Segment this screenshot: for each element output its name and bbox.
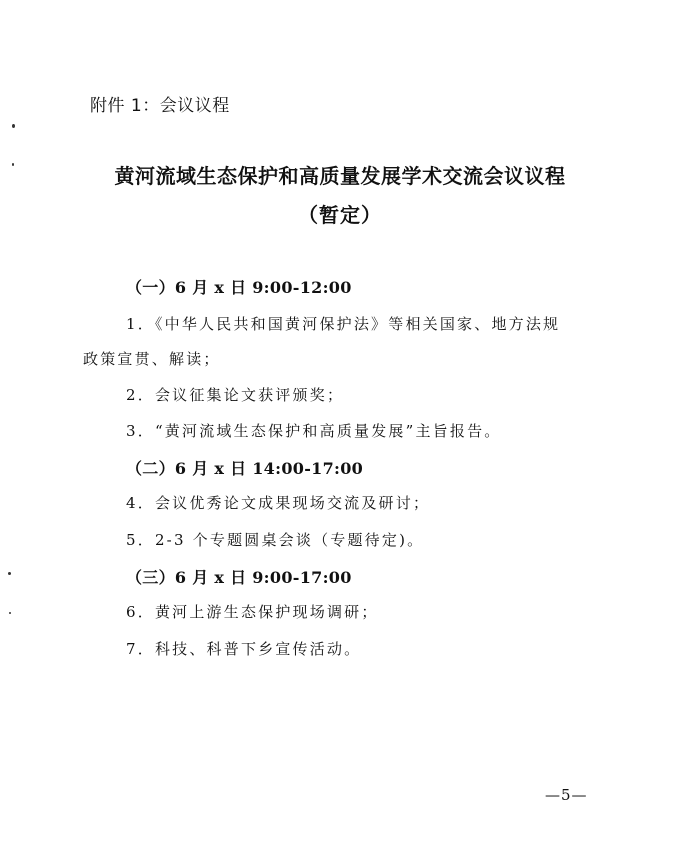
- agenda-item: 6．黄河上游生态保护现场调研；: [126, 603, 379, 621]
- scan-speck: [8, 572, 11, 575]
- agenda-item: 7．科技、科普下乡宣传活动。: [126, 640, 362, 658]
- page-number: —5—: [545, 786, 588, 804]
- agenda-item: 3．“黄河流域生态保护和高质量发展”主旨报告。: [126, 422, 502, 440]
- session-heading: （一）6 月 x 日 9:00-12:00: [126, 278, 352, 297]
- session-heading: （三）6 月 x 日 9:00-17:00: [126, 568, 352, 587]
- scan-speck: [12, 124, 15, 128]
- scan-speck: [9, 612, 11, 614]
- agenda-item: 2．会议征集论文获评颁奖；: [126, 386, 345, 404]
- agenda-item: 5．2-3 个专题圆桌会谈（专题待定)。: [126, 531, 425, 549]
- agenda-item: 1．《中华人民共和国黄河保护法》等相关国家、地方法规: [126, 315, 561, 333]
- document-subtitle: （暂定）: [298, 203, 382, 227]
- agenda-item-continuation: 政策宣贯、解读；: [83, 350, 221, 368]
- document-title: 黄河流域生态保护和高质量发展学术交流会议议程: [114, 164, 566, 188]
- attachment-label: 附件 1：会议议程: [90, 96, 230, 116]
- session-heading: （二）6 月 x 日 14:00-17:00: [126, 459, 364, 478]
- agenda-item: 4．会议优秀论文成果现场交流及研讨；: [126, 494, 431, 512]
